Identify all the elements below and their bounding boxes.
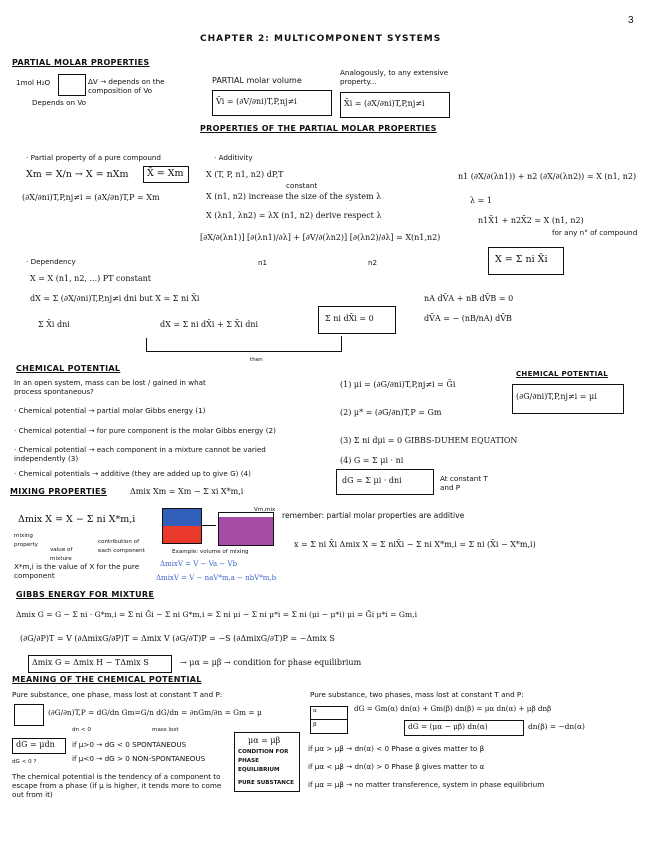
chem-potential-heading: CHEMICAL POTENTIAL (16, 364, 121, 373)
spontaneous-line: if μ>0 → dG < 0 SPONTANEOUS (72, 740, 187, 749)
dep-line-3: Σ X̄i dni (38, 320, 70, 329)
right-eq-1: dG = Gm(α) dn(α) + Gm(β) dn(β) = μα dn(α) + μβ dnβ (354, 704, 552, 713)
pmv-equation: V̄i = (∂V/∂ni)T,P,nj≠i (216, 97, 297, 106)
add-line-4: [∂X/∂(λn1)] [∂(λn1)/∂λ] + [∂V/∂(λn2)] [∂(λn2)/∂λ] = X(n1,n2) (200, 233, 441, 242)
equilibrium-box-eq: μα = μβ (248, 736, 281, 745)
remember-note: remember: partial molar properties are additive (282, 511, 465, 520)
right-case-2: if μα < μβ → dn(α) > 0 Phase β gives matter to α (308, 762, 485, 771)
mixing-example-caption: Example: volume of mixing (172, 549, 249, 555)
add-line-3: X (λn1, λn2) = λX (n1, n2) derive respect λ (206, 211, 382, 220)
gibbs-mixture-heading: GIBBS ENERGY FOR MIXTURE (16, 590, 155, 599)
cp-bullet-3: · Chemical potential → each component in a mixture cannot be varied independently (3) (14, 445, 266, 463)
purple-fluid (219, 517, 273, 545)
partial-molar-heading: PARTIAL MOLAR PROPERTIES (12, 58, 150, 67)
dg-mu-box-text: dG = μdn (16, 740, 55, 749)
cp-bullet-4: · Chemical potentials → additive (they are added up to give G) (4) (14, 469, 251, 478)
depends-note: Depends on Vo (32, 98, 87, 107)
mixing-arrow (202, 525, 216, 526)
non-spontaneous-line: if μ<0 → dG > 0 NON-SPONTANEOUS (72, 754, 206, 763)
properties-heading: PROPERTIES OF THE PARTIAL MOLAR PROPERTIES (200, 124, 437, 133)
additivity-bullet: · Additivity (214, 153, 253, 162)
meaning-heading: MEANING OF THE CHEMICAL POTENTIAL (12, 675, 202, 684)
cp-eq-2: (2) μ* = (∂G/∂n)T,P = Gm (340, 408, 442, 417)
mixing-def-2: Δmix X = X − Σ ni X*m,i (18, 514, 136, 525)
pure-equation: (∂X/∂ni)T,P,nj≠i = (∂X/∂n)T,P = Xm (22, 193, 160, 202)
mixing-example-1: ΔmixV = V − Va − Vb (160, 560, 238, 568)
mixing-def: Δmix Xm = Xm − Σ xi X*m,i (130, 487, 244, 496)
right-case-1: if μα > μβ → dn(α) < 0 Phase α gives matter to β (308, 744, 485, 753)
open-system-note: In an open system, mass can be lost / gained in what process spontaneous? (14, 378, 206, 396)
bracket-left (146, 338, 147, 352)
gibbs-eq-3-box-text: Δmix G = Δmix H − TΔmix S (32, 658, 149, 667)
red-fluid (163, 526, 201, 543)
analog-equation: X̄i = (∂X/∂ni)T,P,nj≠i (344, 99, 425, 108)
bracket-bottom (146, 351, 342, 352)
dg-box-text: dG = Σ μi · dni (342, 476, 402, 485)
phase-beta: β (313, 722, 317, 728)
delta-v-note: ΔV → depends on the composition of Vo (88, 77, 165, 95)
mixing-example-2: ΔmixV = V − naV*m,a − nbV*m,b (156, 574, 277, 582)
gibbs-eq-2: (∂G/∂P)T = V (∂ΔmixG/∂P)T = Δmix V (∂G/∂T)P = −S (∂ΔmixG/∂T)P = −Δmix S (20, 634, 335, 643)
page-number: 3 (628, 15, 634, 26)
dep-line-1: X = X (n1, n2, ...) PT constant (30, 274, 151, 283)
dep-line-4: dX = Σ ni dX̄i + Σ X̄i dni (160, 320, 259, 329)
blue-fluid (163, 509, 201, 526)
cp-eq-3: (3) Σ ni dμi = 0 GIBBS-DUHEM EQUATION (340, 436, 518, 445)
phase-alpha: α (313, 708, 317, 714)
cp-box-label: CHEMICAL POTENTIAL (516, 370, 608, 378)
cp-box-text: (∂G/∂ni)T,P,nj≠i = μi (516, 392, 597, 401)
pure-bullet: · Partial property of a pure compound (26, 153, 161, 162)
gd-line-1: nA dV̄A + nB dV̄B = 0 (424, 294, 514, 303)
cp-bullet-2: · Chemical potential → for pure component is the molar Gibbs energy (2) (14, 426, 276, 435)
cp-eq-4: (4) G = Σ μi · ni (340, 456, 404, 465)
meaning-paragraph: The chemical potential is the tendency of a component to escape from a phase (if μ is higher, it tends more to come out from it) (12, 772, 222, 799)
bracket-right (341, 336, 342, 352)
right-eq-box-text: dG = (μα − μβ) dn(α) (408, 722, 488, 731)
xm-box-text: X̄ = Xm (147, 168, 184, 179)
sum-box-text: X = Σ ni X̄i (495, 254, 548, 265)
equilibrium-box-pure: PURE SUBSTANCE (238, 780, 294, 786)
equilibrium-box-cond: CONDITION FOR PHASE EQUILIBRIUM (238, 749, 289, 773)
n2-brace: n2 (368, 258, 378, 267)
rt-line-3: n1X̄1 + n2X̄2 = X (n1, n2) (478, 216, 584, 225)
add-line-1: X (T, P, n1, n2) dP,T (206, 170, 284, 179)
dep-line-2: dX = Σ (∂X/∂ni)T,P,nj≠i dni but X = Σ ni X̄i (30, 294, 200, 303)
mixing-heading: MIXING PROPERTIES (10, 487, 107, 496)
dg-note: At constant T and P (440, 474, 488, 492)
remember-equation: x = Σ ni X̄i Δmix X = Σ niX̄i − Σ ni X*m,i = Σ ni (X̄i − X*m,i) (294, 540, 536, 549)
rt-line-4: for any n° of compound (552, 228, 638, 237)
dg-question: dG < 0 ? (12, 759, 37, 765)
mass-lost-note: mass lost (152, 727, 179, 733)
chapter-title: CHAPTER 2: MULTICOMPONENT SYSTEMS (200, 34, 442, 44)
dependency-bullet: · Dependency (26, 257, 76, 266)
mixing-after-sketch (218, 512, 274, 546)
cp-bullet-1: · Chemical potential → partial molar Gibbs energy (1) (14, 406, 206, 415)
dn-negative: dn < 0 (72, 727, 91, 733)
cp-eq-1: (1) μi = (∂G/∂ni)T,P,nj≠i = Ḡi (340, 380, 456, 389)
then-note: then (250, 357, 263, 363)
mixing-before-sketch (162, 508, 202, 544)
xm-equation: Xm = X/n → X = nXm (26, 169, 129, 180)
mol-water-label: 1mol H₂O (16, 78, 51, 87)
analog-note: Analogously, to any extensive property... (340, 68, 449, 86)
right-case-3: if μα = μβ → no matter transference, system in phase equilibrium (308, 780, 545, 789)
dep-box-text: Σ ni dX̄i = 0 (325, 314, 374, 323)
gd-line-2: dV̄A = − (nB/nA) dV̄B (424, 314, 512, 323)
right-title: Pure substance, two phases, mass lost at constant T and P: (310, 690, 524, 699)
rt-line-1: n1 (∂X/∂(λn1)) + n2 (∂X/∂(λn2)) = X (n1, n2) (458, 172, 637, 181)
one-phase-sketch (14, 704, 44, 726)
mixing-label-2: value of mixture (50, 547, 73, 562)
gibbs-eq-1: Δmix G = G − Σ ni · G*m,i = Σ ni Ḡi − Σ ni G*m,i = Σ ni μi − Σ ni μ*i = Σ ni (μi − μ*i) μi = Ḡi μ*i = Gm,i (16, 610, 418, 619)
beaker-sketch (58, 74, 86, 96)
rt-line-2: λ = 1 (470, 196, 492, 205)
pmv-label: PARTIAL molar volume (212, 76, 302, 85)
left-title: Pure substance, one phase, mass lost at constant T and P: (12, 690, 223, 699)
xstar-note: X*m,i is the value of X for the pure component (14, 562, 140, 580)
gibbs-eq-3-tail: → μα = μβ → condition for phase equilibrium (180, 658, 362, 667)
mix-volume-tag: Vm,mix (254, 507, 276, 513)
right-eq-tail: dn(β) = −dn(α) (528, 722, 585, 731)
phase-divider (311, 719, 347, 720)
constant-note: constant (286, 181, 318, 190)
mixing-label-1: mixing property (14, 533, 38, 548)
add-line-2: X (n1, n2) increase the size of the system λ (206, 192, 382, 201)
mixing-label-3: contribution of each component (98, 539, 145, 554)
left-equation: (∂G/∂n)T,P = dG/dn Gm=G/n dG/dn = ∂nGm/∂n = Gm = μ (48, 708, 262, 717)
n1-brace: n1 (258, 258, 268, 267)
